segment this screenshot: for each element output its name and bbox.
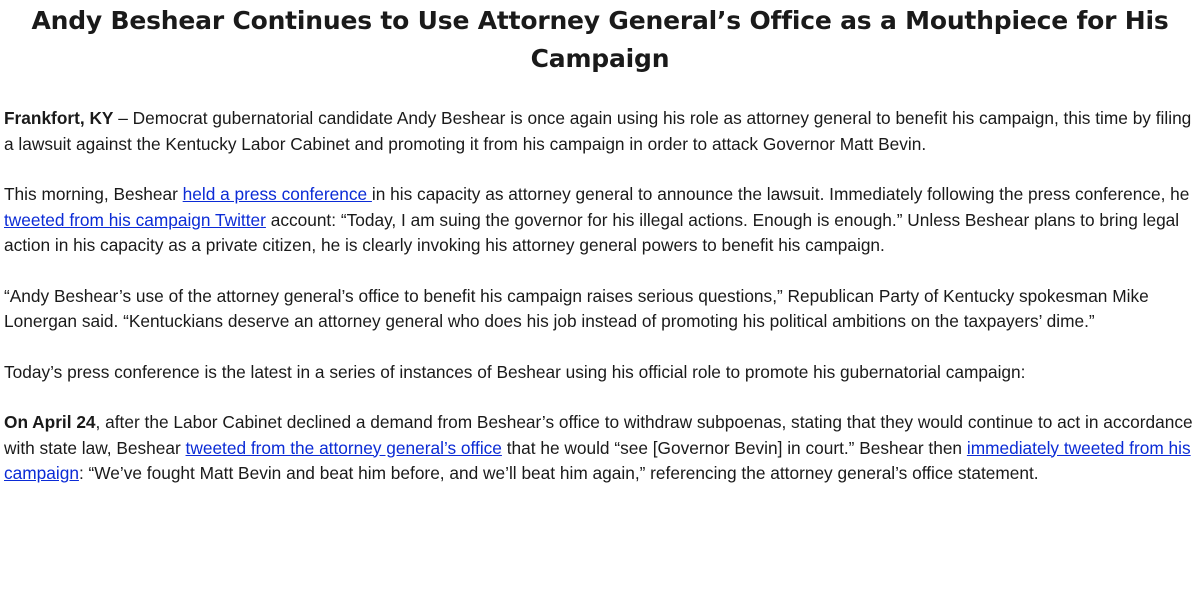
paragraph-1	[4, 106, 1196, 157]
paragraph-2	[4, 182, 1196, 259]
article-body	[4, 106, 1196, 487]
campaign-tweet-link[interactable]: immediately tweeted from his campaign	[4, 437, 1191, 483]
paragraph-5	[4, 410, 1196, 487]
campaign-twitter-link[interactable]: tweeted from his campaign Twitter	[4, 209, 266, 230]
paragraph-2-text-1: This morning, Beshear	[4, 184, 183, 204]
paragraph-2-text-2: in his capacity as attorney general to announce the lawsuit. Immediately following the press conference, he	[371, 184, 1190, 204]
press-conference-link[interactable]: held a press conference	[182, 184, 372, 204]
paragraph-4: Today’s press conference is the latest in a series of instances of Beshear using his official role to promote his gubernatorial campaign:	[4, 361, 1026, 382]
paragraph-5-text-2: that he would “see [Governor Bevin] in court.” Beshear then	[501, 437, 967, 458]
dateline: Frankfort, KY	[4, 108, 114, 128]
paragraph-5-text-3: : “We’ve fought Matt Bevin and beat him before, and we’ll beat him again,” referencing the attorney general’s office statement.	[78, 463, 1039, 483]
attorney-general-tweet-link[interactable]: tweeted from the attorney general’s office	[185, 437, 502, 458]
paragraph-1-text: – Democrat gubernatorial candidate Andy Beshear is once again using his role as attorney general to benefit his campaign, this time by filing a lawsuit against the Kentucky Labor Cabinet and promoting it from his campaign in order to attack Governor Matt Bevin.	[4, 108, 1192, 154]
paragraph-2-text-3: account: “Today, I am suing the governor for his illegal actions. Enough is enough.” Unless Beshear plans to bring legal action in his capacity as a private citizen, he is clearly invoking his attorney general powers to benefit his campaign.	[4, 209, 1180, 255]
article-title: Andy Beshear Continues to Use Attorney General’s Office as a Mouthpiece for His Campaign	[31, 6, 1169, 73]
paragraph-5-lead: On April 24	[4, 412, 96, 432]
paragraph-5-text-1: , after the Labor Cabinet declined a demand from Beshear’s office to withdraw subpoenas, stating that they would continue to act in accordance with state law, Beshear	[4, 412, 1193, 458]
paragraph-3: “Andy Beshear’s use of the attorney general’s office to benefit his campaign raises serious questions,” Republican Party of Kentucky spokesman Mike Lonergan said. “Kentuckians deserve an attorney general who does his job instead of promoting his political ambitions on the taxpayers’ dime.”	[4, 285, 1149, 331]
